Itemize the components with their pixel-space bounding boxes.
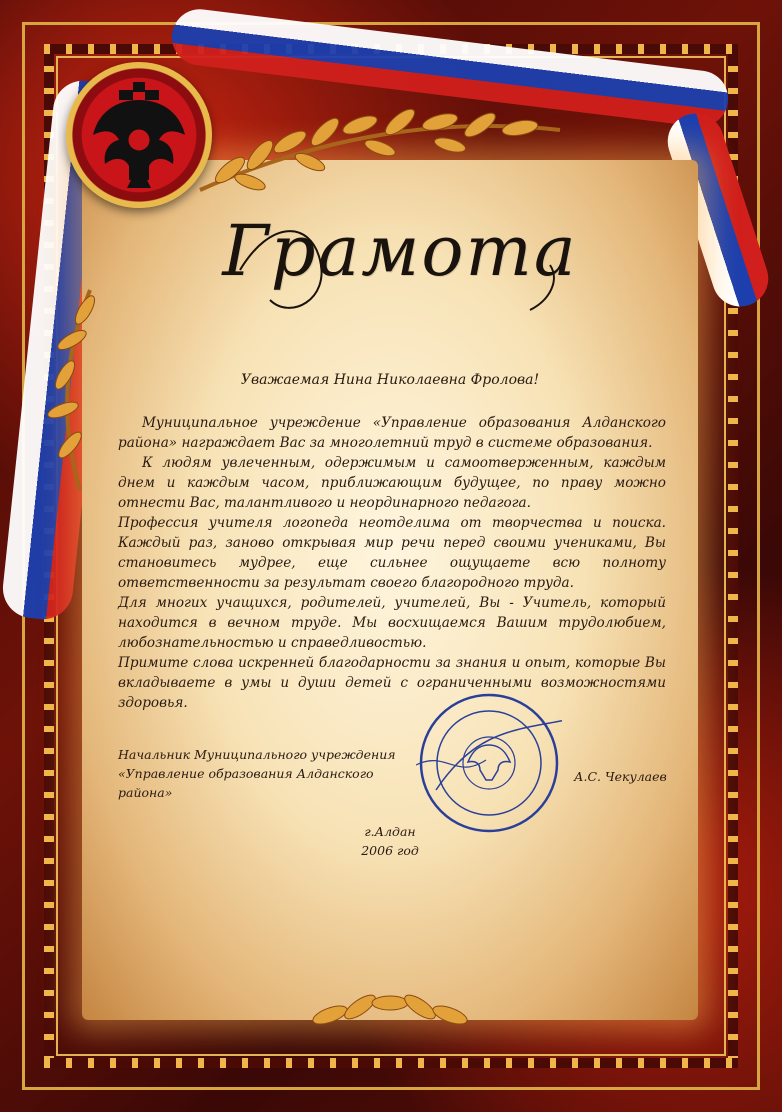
laurel-branch-icon — [190, 70, 570, 210]
laurel-branch-icon — [300, 985, 480, 1035]
laurel-branch-icon — [30, 280, 120, 500]
title-block — [200, 200, 600, 330]
signatory-title — [118, 745, 418, 802]
place-and-date — [340, 822, 440, 860]
place: г.Алдан — [364, 824, 416, 839]
body-text — [118, 413, 666, 713]
year: 2006 год — [361, 843, 419, 858]
signatory-title-line: «Управление образования Алданского района» — [118, 766, 374, 800]
paragraph: Муниципальное учреждение «Управление образования Алданского района» награждает Вас за многолетний труд в системе образования. — [118, 415, 666, 451]
coat-of-arms-emblem — [66, 62, 212, 208]
certificate-title: Грамота — [222, 210, 578, 292]
russian-coat-of-arms-icon — [89, 80, 189, 190]
paragraph: Примите слова искренней благодарности за знания и опыт, которые Вы вкладываете в умы и души детей с ограниченными возможностями здоровья. — [118, 655, 666, 711]
official-stamp-icon — [416, 690, 562, 836]
signatory-name: А.С. Чекулаев — [574, 769, 667, 784]
paragraph: Профессия учителя логопеда неотделима от творчества и поиска. Каждый раз, заново открывая мир речи перед своими учениками, Вы становитесь мудрее, еще сильнее ощущаете всю полноту ответственности за результат своего благородного труда. — [118, 515, 666, 591]
greeting: Уважаемая Нина Николаевна Фролова! — [240, 372, 540, 388]
paragraph: Для многих учащихся, родителей, учителей, Вы - Учитель, который находится в вечном труде. Мы восхищаемся Вашим трудолюбием, любознательностью и справедливостью. — [118, 595, 666, 651]
paragraph: К людям увлеченным, одержимым и самоотверженным, каждым днем и каждым часом, приближающим будущее, по праву можно отнести Вас, талантливого и неординарного педагога. — [118, 455, 666, 511]
signatory-title-line: Начальник Муниципального учреждения — [118, 747, 396, 762]
title-flourish — [230, 210, 570, 330]
